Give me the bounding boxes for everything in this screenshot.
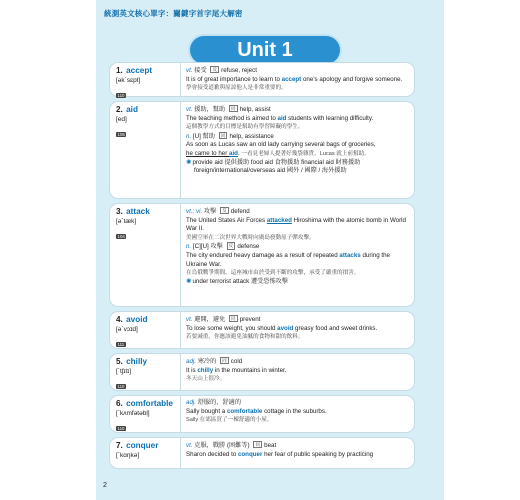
- example-highlight: attacked: [266, 216, 292, 224]
- entry-headword-column: [110, 396, 180, 432]
- example-sentence: As soon as Lucas saw an old lady carrying several bags of groceries,: [186, 141, 376, 149]
- definition-zh: 舒服的，舒適的: [197, 399, 242, 406]
- example-text: The United States Air Forces: [186, 216, 267, 224]
- example-sentence: [186, 367, 408, 376]
- entry-accept: [109, 62, 415, 97]
- headword: [116, 441, 176, 450]
- entry-avoid: [109, 311, 415, 349]
- example-sentence: [186, 217, 408, 234]
- example-translation: 若要減重，你應該避免油膩的食物和甜的飲料。: [186, 334, 304, 341]
- definition-zh: 援助，幫助: [194, 106, 226, 113]
- headword: [116, 399, 176, 408]
- entry-definition-column: [181, 63, 414, 96]
- entry-headword-column: [110, 204, 180, 306]
- entry-number: 2.: [116, 105, 123, 114]
- part-of-speech: vt.: [186, 67, 193, 74]
- related-words: refuse, reject: [221, 67, 257, 74]
- collocation-icon: ✺: [186, 158, 192, 166]
- definition-zh: [C][U] 攻擊: [192, 243, 223, 251]
- part-of-speech: n.: [186, 132, 192, 140]
- entry-number: 4.: [116, 315, 123, 324]
- example-sentence: [186, 451, 408, 460]
- example-text: in the mountains in winter.: [213, 366, 287, 374]
- phonetic: [`tʃɪlɪ]: [116, 368, 132, 375]
- example-sentence: [186, 150, 408, 159]
- headword: [116, 315, 176, 324]
- entry-comfortable: [109, 395, 415, 433]
- entry-number: 5.: [116, 357, 123, 366]
- phonetic: [`kʌmfətəbḷ]: [116, 410, 150, 417]
- part-of-speech: adj.: [186, 399, 196, 406]
- part-of-speech: vt.: [186, 316, 193, 323]
- unit-title: Unit 1: [190, 36, 340, 64]
- example-text: To lose some weight, you should: [186, 324, 278, 332]
- collocation-icon: ✺: [186, 277, 192, 285]
- entry-definition-column: [181, 204, 414, 306]
- example-translation: 在烏俄戰爭期間，這座城市由於受到不斷的攻擊，承受了嚴重的損害。: [186, 270, 360, 277]
- entry-conquer: [109, 437, 415, 469]
- synonym-symbol: 同: [219, 132, 228, 139]
- headword-text: comfortable: [126, 399, 173, 408]
- antonym-symbol: 反: [227, 242, 236, 249]
- example-translation: 美國空軍在二次世界大戰時向廣島發動原子彈攻擊。: [186, 234, 315, 241]
- part-of-speech: vt.; vi.: [186, 208, 203, 215]
- frequency-badge: 104: [117, 234, 125, 239]
- entry-aid: [109, 101, 415, 199]
- definition-line: [186, 357, 408, 367]
- example-text: Hiroshima with the atomic bomb in World War II.: [186, 216, 406, 233]
- entry-headword-column: [110, 438, 180, 468]
- collocation-line: [186, 167, 408, 176]
- example-sentence: [186, 325, 408, 334]
- related-words: prevent: [239, 316, 261, 323]
- related-words: beat: [264, 442, 277, 449]
- entry-headword-column: [110, 312, 180, 348]
- definition-zh: 克服，戰勝 (困難等): [194, 442, 250, 449]
- definition-zh: 攻擊: [203, 208, 217, 215]
- definition-line: [186, 242, 408, 252]
- example-text: one’s apology and forgive someone.: [301, 75, 403, 83]
- example-text: during the Ukraine War.: [186, 251, 390, 268]
- definition-zh: 寒冷的: [197, 358, 217, 365]
- phonetic: [ə`tæk]: [116, 218, 137, 225]
- example-sentence: [186, 408, 408, 417]
- entry-definition-column: [181, 438, 414, 468]
- entry-attack: [109, 203, 415, 307]
- entry-definition-column: [181, 312, 414, 348]
- entry-headword-column: [110, 102, 180, 198]
- synonym-symbol: 同: [253, 441, 262, 448]
- example-translation: 這個教學方式的目標是幫助有學習障礙的學生。: [186, 124, 304, 131]
- example-highlight: attacks: [339, 251, 361, 259]
- related-words: help, assistance: [229, 132, 274, 140]
- entry-number: 7.: [116, 441, 123, 450]
- example-text: The city endured heavy damage as a result of repeated: [186, 251, 340, 259]
- example-translation: Sally 在郊區買了一棟舒適的小屋。: [186, 417, 273, 424]
- example-text: greasy food and sweet drinks.: [293, 324, 378, 332]
- headword: [116, 66, 176, 75]
- definition-line: [186, 315, 408, 325]
- frequency-badge: 110: [117, 426, 125, 431]
- related-words: cold: [230, 358, 243, 365]
- definition-line: [186, 105, 408, 115]
- definition-line: [186, 399, 408, 408]
- frequency-badge: 111: [117, 342, 125, 347]
- entry-number: 3.: [116, 207, 123, 216]
- antonym-symbol: 反: [210, 66, 219, 73]
- definition-line: [186, 207, 408, 217]
- entry-list: [109, 62, 415, 473]
- frequency-badge: 110: [117, 93, 125, 98]
- headword-text: chilly: [126, 357, 148, 366]
- example-text: The teaching method is aimed to: [186, 114, 278, 122]
- part-of-speech: vt.: [186, 442, 193, 449]
- collocations: provide aid 提供援助 food aid 食物援助 financial aid 財務援助: [192, 158, 361, 166]
- definition-zh: 接受: [194, 67, 207, 74]
- entry-headword-column: [110, 354, 180, 390]
- synonym-symbol: 同: [229, 315, 238, 322]
- frequency-badge: 105: [117, 132, 125, 137]
- phonetic: [ed]: [116, 116, 127, 123]
- headword-text: avoid: [126, 315, 148, 324]
- definition-line: [186, 441, 408, 451]
- headword-text: aid: [126, 105, 138, 114]
- definition-line: [186, 132, 408, 142]
- synonym-symbol: 同: [229, 105, 238, 112]
- collocations: under terrorist attack 遭受恐怖攻擊: [192, 277, 289, 285]
- part-of-speech: vt.: [186, 106, 193, 113]
- example-text: It is: [186, 366, 198, 374]
- example-highlight: comfortable: [226, 407, 263, 415]
- example-highlight: aid: [229, 149, 238, 157]
- example-text: students with learning difficulty.: [286, 114, 374, 122]
- example-text: he came to her: [186, 149, 229, 157]
- example-highlight: accept: [281, 75, 302, 83]
- headword: [116, 105, 176, 114]
- phonetic: [ə`vɔɪd]: [116, 326, 138, 333]
- example-text: Sharon decided to: [186, 450, 238, 458]
- collocation-line: [186, 159, 408, 168]
- entry-definition-column: [181, 396, 414, 432]
- phonetic: [`kɑŋkə]: [116, 452, 140, 459]
- example-translation: 冬天山上很冷。: [186, 376, 226, 383]
- example-highlight: avoid: [277, 324, 294, 332]
- definition-zh: [U] 幫助: [192, 132, 215, 140]
- entry-headword-column: [110, 63, 180, 96]
- example-text: cottage in the suburbs.: [262, 407, 327, 415]
- example-highlight: chilly: [197, 366, 214, 374]
- collocation-line: [186, 278, 408, 287]
- entry-number: 1.: [116, 66, 123, 75]
- headword: [116, 207, 176, 216]
- book-header: 統測英文核心單字：關鍵字首字尾大解密: [104, 9, 243, 18]
- entry-definition-column: [181, 354, 414, 390]
- example-sentence: [186, 76, 408, 93]
- definition-zh: 避開，避免: [194, 316, 226, 323]
- synonym-symbol: 同: [220, 357, 229, 364]
- example-text: .: [237, 149, 240, 157]
- example-sentence: [186, 252, 408, 269]
- frequency-badge: 110: [117, 384, 125, 389]
- part-of-speech: n.: [186, 243, 192, 251]
- related-words: defend: [230, 208, 250, 215]
- entry-definition-column: [181, 102, 414, 198]
- example-text: It is of great importance to learn to: [186, 75, 282, 83]
- antonym-symbol: 反: [220, 207, 229, 214]
- example-highlight: aid: [277, 114, 287, 122]
- phonetic: [ək`sɛpt]: [116, 77, 141, 84]
- example-translation: 學會接受道歉與原諒他人是非常重要的。: [186, 85, 287, 92]
- definition-line: [186, 66, 408, 76]
- headword-text: attack: [126, 207, 150, 216]
- page-number: 2: [103, 482, 107, 489]
- related-words: help, assist: [239, 106, 271, 113]
- part-of-speech: adj.: [186, 358, 196, 365]
- example-text: her fear of public speaking by practicing: [262, 450, 374, 458]
- example-sentence: [186, 115, 408, 124]
- headword-text: conquer: [126, 441, 159, 450]
- example-translation: 一看見老婦人提著好幾袋雜貨，Lucas 就上前幫助。: [241, 150, 370, 157]
- entry-number: 6.: [116, 399, 123, 408]
- example-highlight: conquer: [237, 450, 263, 458]
- example-text: Sally bought a: [186, 407, 227, 415]
- related-words: defense: [237, 243, 260, 251]
- entry-chilly: [109, 353, 415, 391]
- collocations: foreign/international/overseas aid 國外 / 國際 / 海外援助: [194, 167, 347, 175]
- headword-text: accept: [126, 66, 153, 75]
- headword: [116, 357, 176, 366]
